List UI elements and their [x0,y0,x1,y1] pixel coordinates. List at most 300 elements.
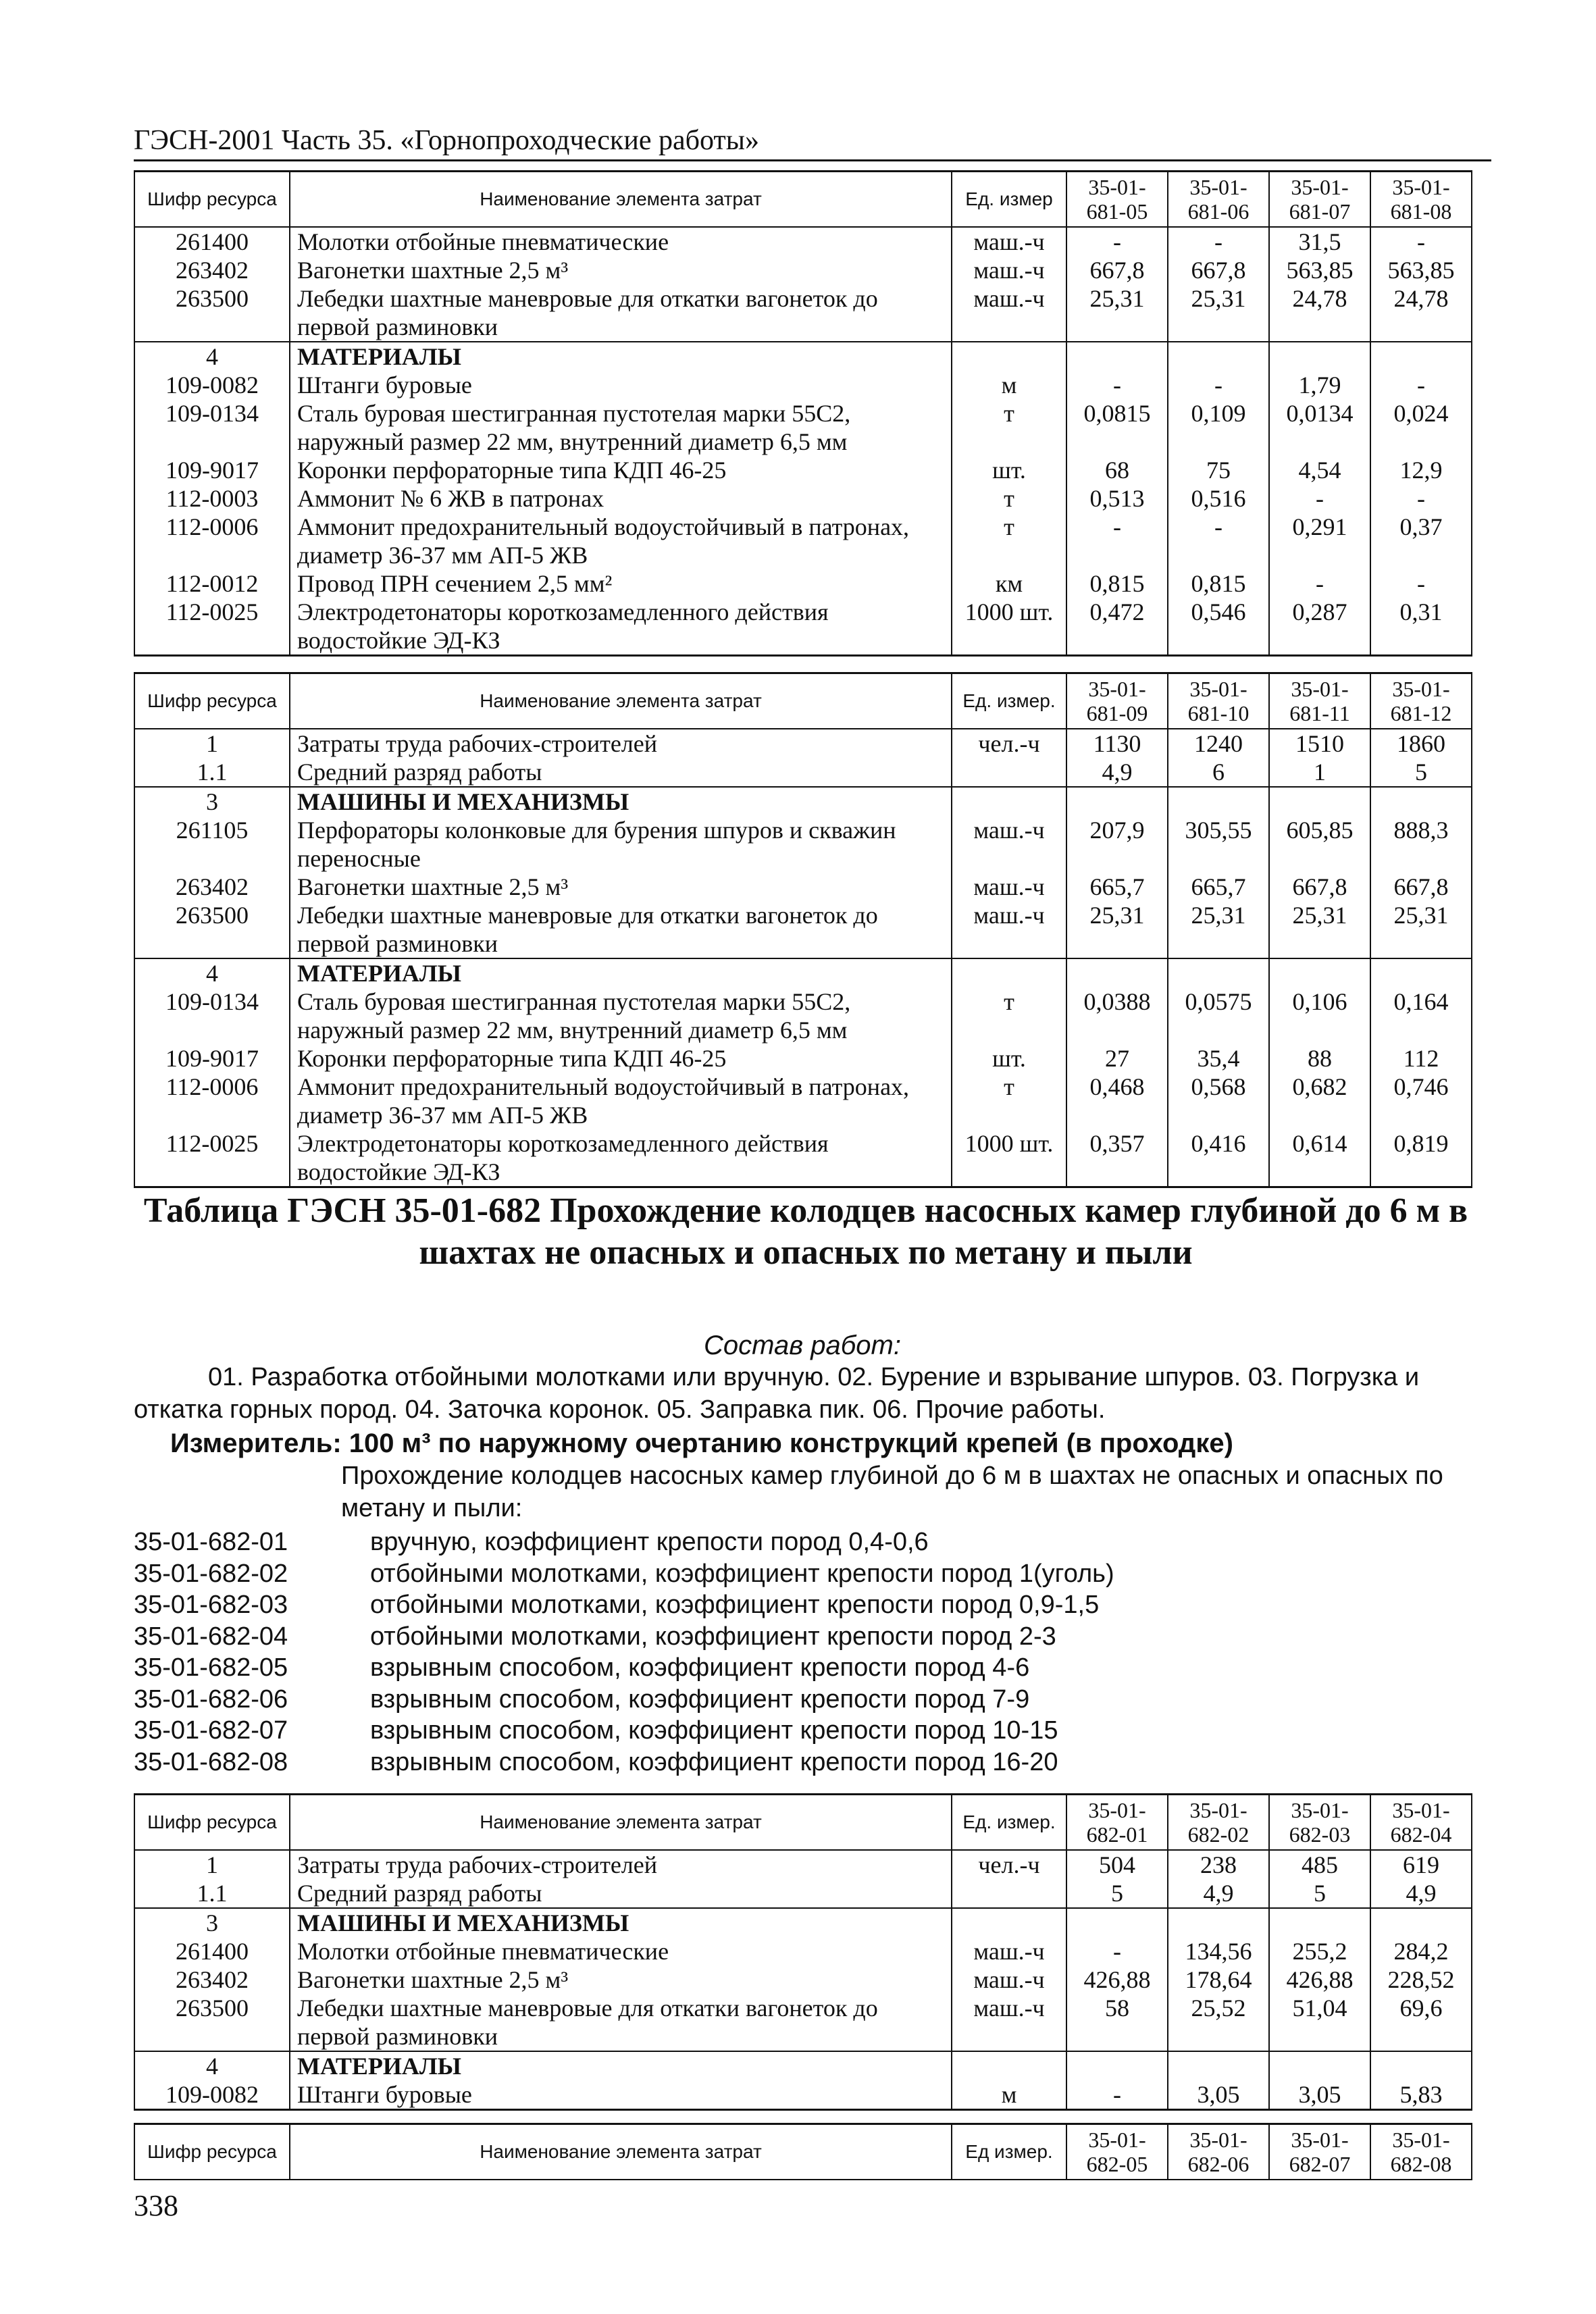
header-col-4: 35-01-682-04 [1370,1795,1472,1851]
cell-value: 0,0815 [1066,399,1168,456]
variant-code: 35-01-682-08 [134,1747,288,1776]
cell-value: 12,9 [1370,456,1472,484]
table-row [134,256,1472,284]
cell-code: 4 [134,2051,290,2080]
cell-value [1370,2051,1472,2080]
variant-text: отбойными молотками, коэффициент крепости пород 0,9-1,5 [370,1591,1100,1619]
cell-name: Средний разряд работы [290,758,952,787]
header-col-3: 35-01-682-07 [1269,2124,1370,2180]
header-code: Шифр ресурса [134,172,290,228]
cell-code: 112-0003 [134,484,290,513]
cell-value: 0,37 [1370,513,1472,569]
variant-item [134,1652,1349,1684]
cell-unit: чел.-ч [952,1850,1066,1879]
cell-value: 25,52 [1168,1994,1269,2051]
header-row [134,172,1472,228]
cell-value: 667,8 [1168,256,1269,284]
cell-value [1370,342,1472,371]
cell-unit [952,787,1066,816]
cell-value: 51,04 [1269,1994,1370,2051]
resource-table-681-05-08 [134,170,1472,657]
cell-name: Перфораторы колонковые для бурения шпуров и скважин переносные [290,816,952,873]
header-col-1: 35-01-682-05 [1066,2124,1168,2180]
variant-code: 35-01-682-07 [134,1716,288,1745]
cell-name: Сталь буровая шестигранная пустотелая марки 55С2, наружный размер 22 мм, внутренний диаметр 6,5 мм [290,399,952,456]
cell-code: 109-0134 [134,399,290,456]
cell-unit [952,1908,1066,1937]
cell-code: 263500 [134,901,290,958]
cell-value [1269,1908,1370,1937]
cell-value: 5 [1066,1879,1168,1908]
cell-unit [952,958,1066,987]
cell-unit [952,342,1066,371]
cell-value: 665,7 [1168,873,1269,901]
header-col-4: 35-01-681-08 [1370,172,1472,228]
cell-value: 563,85 [1370,256,1472,284]
cell-value: 0,746 [1370,1073,1472,1129]
resource-table-682-01-04 [134,1793,1472,2111]
cell-value: 667,8 [1066,256,1168,284]
variant-text: отбойными молотками, коэффициент крепости пород 2-3 [370,1622,1056,1651]
cell-unit: шт. [952,456,1066,484]
cell-unit: маш.-ч [952,873,1066,901]
cell-name: Лебедки шахтные маневровые для откатки вагонеток до первой разминовки [290,1994,952,2051]
cell-name: Лебедки шахтные маневровые для откатки вагонеток до первой разминовки [290,901,952,958]
cell-value: - [1066,227,1168,256]
cell-name: Лебедки шахтные маневровые для откатки вагонеток до первой разминовки [290,284,952,342]
cell-name: МАТЕРИАЛЫ [290,958,952,987]
composition-text: 01. Разработка отбойными молотками или вручную. 02. Бурение и взрывание шпуров. 03. Погрузка и откатка горных пород. 04. Заточка коронок. 05. Заправка пик. 06. Прочие работы. [134,1363,1420,1424]
cell-code: 112-0012 [134,569,290,598]
cell-value: - [1168,513,1269,569]
cell-value: 1240 [1168,729,1269,758]
cell-value [1066,1908,1168,1937]
cell-value [1066,958,1168,987]
cell-unit: т [952,1073,1066,1129]
cell-code: 263402 [134,873,290,901]
cell-value: 0,546 [1168,598,1269,656]
cell-value [1168,1908,1269,1937]
section-row [134,342,1472,371]
section-row [134,1908,1472,1937]
cell-value: 4,54 [1269,456,1370,484]
cell-code: 109-9017 [134,1044,290,1073]
header-row [134,2124,1472,2180]
variant-code: 35-01-682-03 [134,1591,288,1619]
table-row [134,371,1472,399]
cell-code: 112-0025 [134,598,290,656]
cell-value [1168,958,1269,987]
cell-code: 109-0082 [134,2080,290,2110]
table-row [134,569,1472,598]
cell-unit: км [952,569,1066,598]
header-col-4: 35-01-682-08 [1370,2124,1472,2180]
variant-item [134,1747,1349,1778]
cell-unit: маш.-ч [952,284,1066,342]
cell-value: 25,31 [1066,901,1168,958]
cell-value: - [1370,227,1472,256]
cell-name: МАТЕРИАЛЫ [290,342,952,371]
variant-code: 35-01-682-02 [134,1559,288,1588]
cell-value: 5 [1370,758,1472,787]
cell-value: 0,682 [1269,1073,1370,1129]
cell-code: 263500 [134,1994,290,2051]
cell-value: 5,83 [1370,2080,1472,2110]
cell-unit: шт. [952,1044,1066,1073]
cell-value: 25,31 [1168,901,1269,958]
variant-text: отбойными молотками, коэффициент крепости пород 1(уголь) [370,1559,1114,1588]
section-row [134,958,1472,987]
cell-code: 3 [134,787,290,816]
table-row [134,1073,1472,1129]
page-number: 338 [134,2189,178,2222]
cell-unit [952,2051,1066,2080]
cell-value [1269,958,1370,987]
cell-value: - [1066,371,1168,399]
cell-unit: т [952,987,1066,1044]
cell-value [1066,342,1168,371]
cell-code: 1 [134,729,290,758]
header-unit: Ед. измер. [952,673,1066,729]
cell-value [1066,787,1168,816]
table-row [134,227,1472,256]
cell-value: 485 [1269,1850,1370,1879]
cell-code: 1.1 [134,1879,290,1908]
cell-value: 3,05 [1269,2080,1370,2110]
variant-code: 35-01-682-06 [134,1685,288,1714]
cell-value: 178,64 [1168,1965,1269,1994]
cell-value: - [1370,371,1472,399]
variant-code: 35-01-682-05 [134,1653,288,1682]
cell-code: 112-0006 [134,513,290,569]
cell-code: 4 [134,958,290,987]
cell-value: - [1269,484,1370,513]
cell-unit: т [952,399,1066,456]
cell-unit: маш.-ч [952,1965,1066,1994]
header-col-1: 35-01-681-05 [1066,172,1168,228]
cell-value [1168,342,1269,371]
cell-value: 0,568 [1168,1073,1269,1129]
variant-list [134,1526,1349,1778]
cell-value: 31,5 [1269,227,1370,256]
cell-value: 284,2 [1370,1937,1472,1965]
cell-value: 0,164 [1370,987,1472,1044]
cell-value: - [1066,2080,1168,2110]
header-row [134,673,1472,729]
cell-value: 1510 [1269,729,1370,758]
table-row [134,2080,1472,2110]
variant-text: взрывным способом, коэффициент крепости пород 10-15 [370,1716,1058,1745]
cell-unit: 1000 шт. [952,1129,1066,1187]
cell-name: Аммонит предохранительный водоустойчивый в патронах, диаметр 36-37 мм АП-5 ЖВ [290,1073,952,1129]
cell-code: 1 [134,1850,290,1879]
cell-value: 504 [1066,1850,1168,1879]
cell-unit: м [952,371,1066,399]
cell-value: 24,78 [1370,284,1472,342]
cell-value: 0,106 [1269,987,1370,1044]
cell-name: Коронки перфораторные типа КДП 46-25 [290,1044,952,1073]
header-col-2: 35-01-681-06 [1168,172,1269,228]
cell-name: Провод ПРН сечением 2,5 мм² [290,569,952,598]
cell-code: 263500 [134,284,290,342]
cell-name: Затраты труда рабочих-строителей [290,729,952,758]
cell-value: - [1168,371,1269,399]
cell-value: 888,3 [1370,816,1472,873]
cell-name: Молотки отбойные пневматические [290,227,952,256]
cell-value: 667,8 [1269,873,1370,901]
cell-name: МАТЕРИАЛЫ [290,2051,952,2080]
cell-value: 68 [1066,456,1168,484]
meter-label: Измеритель: [170,1429,342,1458]
table-row [134,484,1472,513]
table-row [134,729,1472,758]
cell-value: 69,6 [1370,1994,1472,2051]
cell-value: 25,31 [1269,901,1370,958]
cell-value: 0,513 [1066,484,1168,513]
cell-value: 0,287 [1269,598,1370,656]
cell-value: 0,815 [1066,569,1168,598]
cell-value: 0,0388 [1066,987,1168,1044]
cell-name: Вагонетки шахтные 2,5 м³ [290,256,952,284]
cell-unit: 1000 шт. [952,598,1066,656]
table-row [134,284,1472,342]
cell-name: Вагонетки шахтные 2,5 м³ [290,1965,952,1994]
header-col-3: 35-01-681-07 [1269,172,1370,228]
cell-code: 112-0025 [134,1129,290,1187]
header-row [134,1795,1472,1851]
page-header: ГЭСН-2001 Часть 35. «Горнопроходческие работы» [134,122,1491,161]
header-name: Наименование элемента затрат [290,673,952,729]
variant-code: 35-01-682-04 [134,1622,288,1651]
cell-value [1370,1908,1472,1937]
table-row [134,1879,1472,1908]
cell-value: 4,9 [1066,758,1168,787]
cell-value: 0,0134 [1269,399,1370,456]
cell-value: 255,2 [1269,1937,1370,1965]
cell-value: 4,9 [1168,1879,1269,1908]
cell-value: 1860 [1370,729,1472,758]
header-col-3: 35-01-681-11 [1269,673,1370,729]
cell-value: 24,78 [1269,284,1370,342]
cell-unit: маш.-ч [952,901,1066,958]
cell-value [1370,787,1472,816]
meter-text: 100 м³ по наружному очертанию конструкций крепей (в проходке) [349,1429,1233,1458]
cell-unit: чел.-ч [952,729,1066,758]
header-col-2: 35-01-682-06 [1168,2124,1269,2180]
cell-value: 0,357 [1066,1129,1168,1187]
cell-value [1269,787,1370,816]
cell-code: 263402 [134,256,290,284]
cell-value: 0,614 [1269,1129,1370,1187]
cell-name: Молотки отбойные пневматические [290,1937,952,1965]
table-row [134,1850,1472,1879]
section-row [134,787,1472,816]
cell-value: 4,9 [1370,1879,1472,1908]
variant-text: взрывным способом, коэффициент крепости пород 16-20 [370,1747,1058,1776]
cell-value [1168,787,1269,816]
cell-value: - [1269,569,1370,598]
cell-value: 6 [1168,758,1269,787]
table-row [134,1044,1472,1073]
cell-value: 207,9 [1066,816,1168,873]
cell-value: 25,31 [1370,901,1472,958]
cell-value: 0,472 [1066,598,1168,656]
cell-value: 667,8 [1370,873,1472,901]
cell-value: - [1066,513,1168,569]
cell-code: 261400 [134,1937,290,1965]
cell-code: 4 [134,342,290,371]
cell-code: 109-0134 [134,987,290,1044]
cell-name: Средний разряд работы [290,1879,952,1908]
meter [170,1427,1233,1460]
cell-value: 75 [1168,456,1269,484]
header-unit: Ед. измер. [952,1795,1066,1851]
cell-value: 238 [1168,1850,1269,1879]
cell-value: 0,0575 [1168,987,1269,1044]
variant-item [134,1684,1349,1716]
cell-value: 0,468 [1066,1073,1168,1129]
cell-unit: маш.-ч [952,1994,1066,2051]
cell-unit: м [952,2080,1066,2110]
cell-value [1168,2051,1269,2080]
table-row [134,1937,1472,1965]
table-row [134,987,1472,1044]
table-row [134,873,1472,901]
cell-name: Коронки перфораторные типа КДП 46-25 [290,456,952,484]
variant-item [134,1526,1349,1558]
cell-value: 0,815 [1168,569,1269,598]
header-col-1: 35-01-682-01 [1066,1795,1168,1851]
header-name: Наименование элемента затрат [290,172,952,228]
cell-name: Затраты труда рабочих-строителей [290,1850,952,1879]
cell-code: 1.1 [134,758,290,787]
header-code: Шифр ресурса [134,1795,290,1851]
cell-value [1269,342,1370,371]
cell-value: 5 [1269,1879,1370,1908]
section-row [134,2051,1472,2080]
cell-unit [952,758,1066,787]
table-row [134,758,1472,787]
cell-value: 25,31 [1168,284,1269,342]
cell-code: 261400 [134,227,290,256]
table-row [134,1129,1472,1187]
cell-name: Электродетонаторы короткозамедленного действия водостойкие ЭД-КЗ [290,598,952,656]
resource-table-682-05-08-header [134,2123,1472,2180]
cell-value: 1 [1269,758,1370,787]
cell-value: 1,79 [1269,371,1370,399]
cell-unit: маш.-ч [952,227,1066,256]
header-name: Наименование элемента затрат [290,2124,952,2180]
table-row [134,598,1472,656]
variant-item [134,1715,1349,1747]
cell-unit: маш.-ч [952,256,1066,284]
cell-value: 112 [1370,1044,1472,1073]
cell-value: 1130 [1066,729,1168,758]
cell-value [1269,2051,1370,2080]
variant-item [134,1589,1349,1621]
cell-unit: маш.-ч [952,816,1066,873]
variant-text: взрывным способом, коэффициент крепости пород 4-6 [370,1653,1030,1682]
cell-value: 0,516 [1168,484,1269,513]
cell-name: Аммонит предохранительный водоустойчивый в патронах, диаметр 36-37 мм АП-5 ЖВ [290,513,952,569]
cell-name: Сталь буровая шестигранная пустотелая марки 55С2, наружный размер 22 мм, внутренний диаметр 6,5 мм [290,987,952,1044]
header-col-2: 35-01-681-10 [1168,673,1269,729]
cell-value: - [1066,1937,1168,1965]
header-col-2: 35-01-682-02 [1168,1795,1269,1851]
cell-name: МАШИНЫ И МЕХАНИЗМЫ [290,787,952,816]
cell-value: 35,4 [1168,1044,1269,1073]
header-col-1: 35-01-681-09 [1066,673,1168,729]
cell-code: 263402 [134,1965,290,1994]
table-row [134,901,1472,958]
cell-unit: т [952,484,1066,513]
cell-value: 58 [1066,1994,1168,2051]
variant-item [134,1558,1349,1590]
cell-name: Аммонит № 6 ЖВ в патронах [290,484,952,513]
table-row [134,456,1472,484]
table-title: Таблица ГЭСН 35-01-682 Прохождение колодцев насосных камер глубиной до 6 м в шахтах не опасных и опасных по метану и пыли [143,1191,1468,1272]
variant-text: вручную, коэффициент крепости пород 0,4-0,6 [370,1528,929,1556]
cell-name: Штанги буровые [290,371,952,399]
cell-name: МАШИНЫ И МЕХАНИЗМЫ [290,1908,952,1937]
cell-value: 0,024 [1370,399,1472,456]
cell-unit [952,1879,1066,1908]
header-col-3: 35-01-682-03 [1269,1795,1370,1851]
header-code: Шифр ресурса [134,2124,290,2180]
variant-text: взрывным способом, коэффициент крепости пород 7-9 [370,1685,1030,1714]
header-unit: Ед измер. [952,2124,1066,2180]
cell-value: 619 [1370,1850,1472,1879]
cell-value: 426,88 [1269,1965,1370,1994]
cell-name: Электродетонаторы короткозамедленного действия водостойкие ЭД-КЗ [290,1129,952,1187]
cell-value: - [1370,569,1472,598]
cell-value [1370,958,1472,987]
table-row [134,1965,1472,1994]
cell-value: 0,416 [1168,1129,1269,1187]
resource-table-681-09-12 [134,672,1472,1188]
cell-value: 0,31 [1370,598,1472,656]
cell-value: 563,85 [1269,256,1370,284]
cell-value: 88 [1269,1044,1370,1073]
intro-text: Прохождение колодцев насосных камер глубиной до 6 м в шахтах не опасных и опасных по метану и пыли: [341,1462,1443,1522]
composition-title: Состав работ: [704,1331,901,1360]
variant-code: 35-01-682-01 [134,1528,288,1556]
cell-name: Штанги буровые [290,2080,952,2110]
cell-unit: маш.-ч [952,1937,1066,1965]
cell-value: 228,52 [1370,1965,1472,1994]
table-row [134,513,1472,569]
cell-value: 426,88 [1066,1965,1168,1994]
cell-code: 112-0006 [134,1073,290,1129]
cell-value: 605,85 [1269,816,1370,873]
cell-value: 0,819 [1370,1129,1472,1187]
cell-value: 0,109 [1168,399,1269,456]
cell-code: 261105 [134,816,290,873]
table-row [134,816,1472,873]
cell-value: 3,05 [1168,2080,1269,2110]
cell-value: - [1168,227,1269,256]
cell-code: 109-9017 [134,456,290,484]
header-unit: Ед. измер [952,172,1066,228]
header-name: Наименование элемента затрат [290,1795,952,1851]
cell-value: 305,55 [1168,816,1269,873]
cell-value: 0,291 [1269,513,1370,569]
header-col-4: 35-01-681-12 [1370,673,1472,729]
header-code: Шифр ресурса [134,673,290,729]
cell-value: 25,31 [1066,284,1168,342]
table-row [134,399,1472,456]
cell-name: Вагонетки шахтные 2,5 м³ [290,873,952,901]
